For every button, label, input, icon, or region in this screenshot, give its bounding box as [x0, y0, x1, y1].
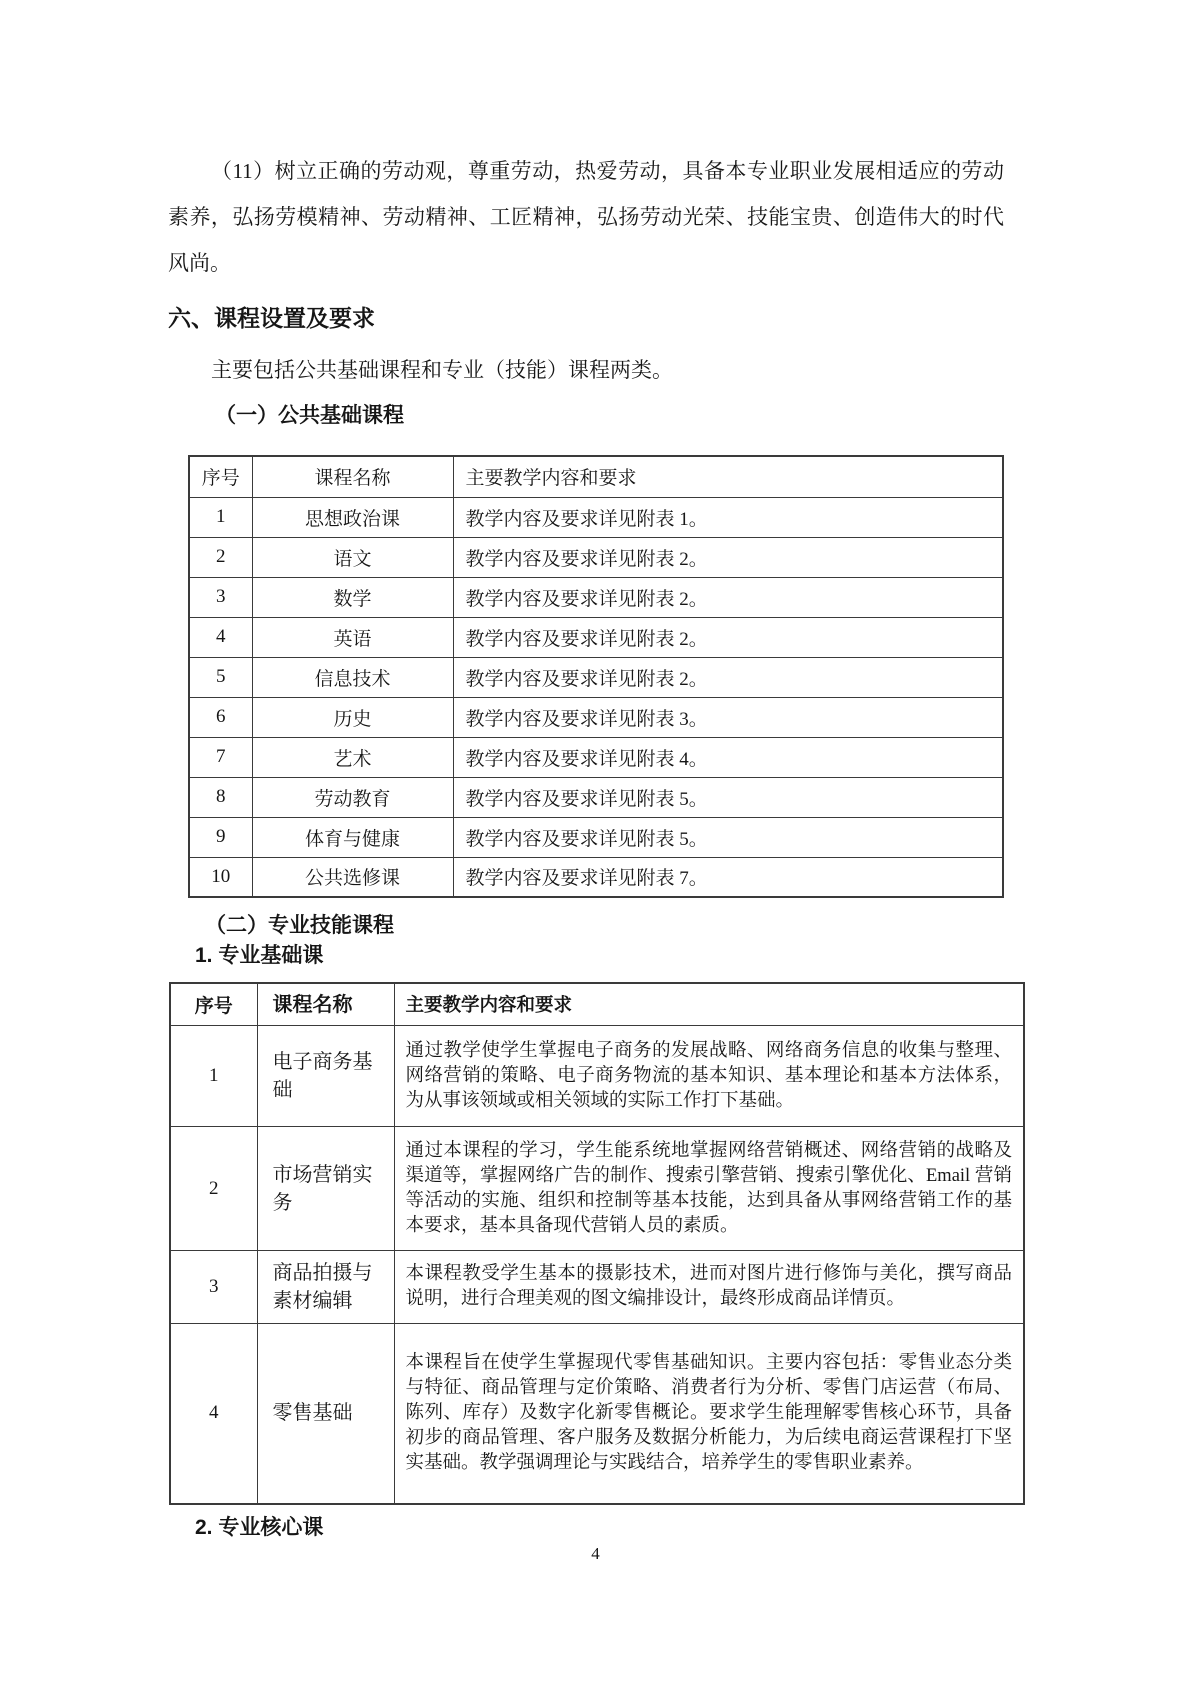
table-row	[189, 577, 1003, 617]
header-course-name: 课程名称	[252, 456, 453, 497]
course-name-cell: 数学	[252, 577, 453, 617]
header-course-name: 课程名称	[257, 983, 394, 1026]
course-content-cell: 本课程教受学生基本的摄影技术，进而对图片进行修饰与美化，撰写商品说明，进行合理美观的图文编排设计，最终形成商品详情页。	[394, 1251, 1024, 1324]
table-row	[170, 1251, 1024, 1324]
row-serial-number-cell: 3	[189, 577, 252, 617]
course-name-cell: 信息技术	[252, 657, 453, 697]
header-serial-number: 序号	[189, 456, 252, 497]
course-content-cell: 教学内容及要求详见附表 7。	[453, 857, 1003, 897]
row-serial-number-cell: 2	[189, 537, 252, 577]
course-name-cell: 艺术	[252, 737, 453, 777]
table-row	[170, 1127, 1024, 1251]
header-teaching-content: 主要教学内容和要求	[394, 983, 1024, 1026]
table-header-row	[170, 983, 1024, 1026]
course-content-cell: 教学内容及要求详见附表 2。	[453, 657, 1003, 697]
row-serial-number-cell: 3	[170, 1251, 257, 1324]
professional-basic-courses-table	[169, 982, 1025, 1505]
row-serial-number-cell: 5	[189, 657, 252, 697]
table-row	[189, 737, 1003, 777]
table-row	[170, 1324, 1024, 1504]
table-row	[170, 1026, 1024, 1127]
course-content-cell: 通过本课程的学习，学生能系统地掌握网络营销概述、网络营销的战略及渠道等，掌握网络广告的制作、搜索引擎营销、搜索引擎优化、Email 营销等活动的实施、组织和控制等基本技能，达到具备从事网络营销工作的基本要求，基本具备现代营销人员的素质。	[394, 1127, 1024, 1251]
row-serial-number-cell: 6	[189, 697, 252, 737]
table-row	[189, 697, 1003, 737]
course-content-cell: 通过教学使学生掌握电子商务的发展战略、网络商务信息的收集与整理、网络营销的策略、电子商务物流的基本知识、基本理论和基本方法体系，为从事该领域或相关领域的实际工作打下基础。	[394, 1026, 1024, 1127]
row-serial-number-cell: 9	[189, 817, 252, 857]
course-content-cell: 本课程旨在使学生掌握现代零售基础知识。主要内容包括：零售业态分类与特征、商品管理与定价策略、消费者行为分析、零售门店运营（布局、陈列、库存）及数字化新零售概论。要求学生能理解零售核心环节，具备初步的商品管理、客户服务及数据分析能力，为后续电商运营课程打下坚实基础。教学强调理论与实践结合，培养学生的零售职业素养。	[394, 1324, 1024, 1504]
row-serial-number-cell: 2	[170, 1127, 257, 1251]
table-row	[189, 497, 1003, 537]
table-row	[189, 777, 1003, 817]
group-heading-professional-core-courses: 2. 专业核心课	[195, 1515, 324, 1539]
row-serial-number-cell: 7	[189, 737, 252, 777]
course-content-cell: 教学内容及要求详见附表 5。	[453, 777, 1003, 817]
course-content-cell: 教学内容及要求详见附表 2。	[453, 617, 1003, 657]
header-serial-number: 序号	[170, 983, 257, 1026]
table-row	[189, 817, 1003, 857]
table-row	[189, 657, 1003, 697]
section-heading-курс...: 六、课程设置及要求	[168, 305, 375, 331]
section-intro-text: 主要包括公共基础课程和专业（技能）课程两类。	[211, 358, 673, 382]
row-serial-number-cell: 4	[170, 1324, 257, 1504]
course-name-cell: 历史	[252, 697, 453, 737]
table-row	[189, 537, 1003, 577]
paragraph-labor-values: （11）树立正确的劳动观，尊重劳动，热爱劳动，具备本专业职业发展相适应的劳动素养，弘扬劳模精神、劳动精神、工匠精神，弘扬劳动光荣、技能宝贵、创造伟大的时代风尚。	[168, 159, 1004, 275]
row-serial-number-cell: 8	[189, 777, 252, 817]
course-name-cell: 零售基础	[257, 1324, 394, 1504]
header-teaching-content: 主要教学内容和要求	[453, 456, 1003, 497]
course-name-cell: 语文	[252, 537, 453, 577]
course-name-cell: 英语	[252, 617, 453, 657]
course-content-cell: 教学内容及要求详见附表 3。	[453, 697, 1003, 737]
course-content-cell: 教学内容及要求详见附表 5。	[453, 817, 1003, 857]
subsection-heading-professional-skill-courses: （二）专业技能课程	[205, 914, 394, 937]
row-serial-number-cell: 4	[189, 617, 252, 657]
subsection-heading-public-basic-courses: （一）公共基础课程	[215, 404, 404, 427]
course-name-cell: 电子商务基础	[257, 1026, 394, 1127]
course-name-cell: 思想政治课	[252, 497, 453, 537]
row-serial-number-cell: 1	[170, 1026, 257, 1127]
course-content-cell: 教学内容及要求详见附表 4。	[453, 737, 1003, 777]
course-name-cell: 体育与健康	[252, 817, 453, 857]
course-content-cell: 教学内容及要求详见附表 1。	[453, 497, 1003, 537]
course-name-cell: 劳动教育	[252, 777, 453, 817]
table-row	[189, 857, 1003, 897]
course-name-cell: 公共选修课	[252, 857, 453, 897]
row-serial-number-cell: 10	[189, 857, 252, 897]
course-content-cell: 教学内容及要求详见附表 2。	[453, 537, 1003, 577]
table-row	[189, 617, 1003, 657]
group-heading-professional-basic-courses: 1. 专业基础课	[195, 944, 324, 967]
table-header-row	[189, 456, 1003, 497]
course-name-cell: 商品拍摄与素材编辑	[257, 1251, 394, 1324]
page-number: 4	[591, 1544, 600, 1563]
course-name-cell: 市场营销实务	[257, 1127, 394, 1251]
public-basic-courses-table	[188, 455, 1004, 898]
row-serial-number-cell: 1	[189, 497, 252, 537]
course-content-cell: 教学内容及要求详见附表 2。	[453, 577, 1003, 617]
